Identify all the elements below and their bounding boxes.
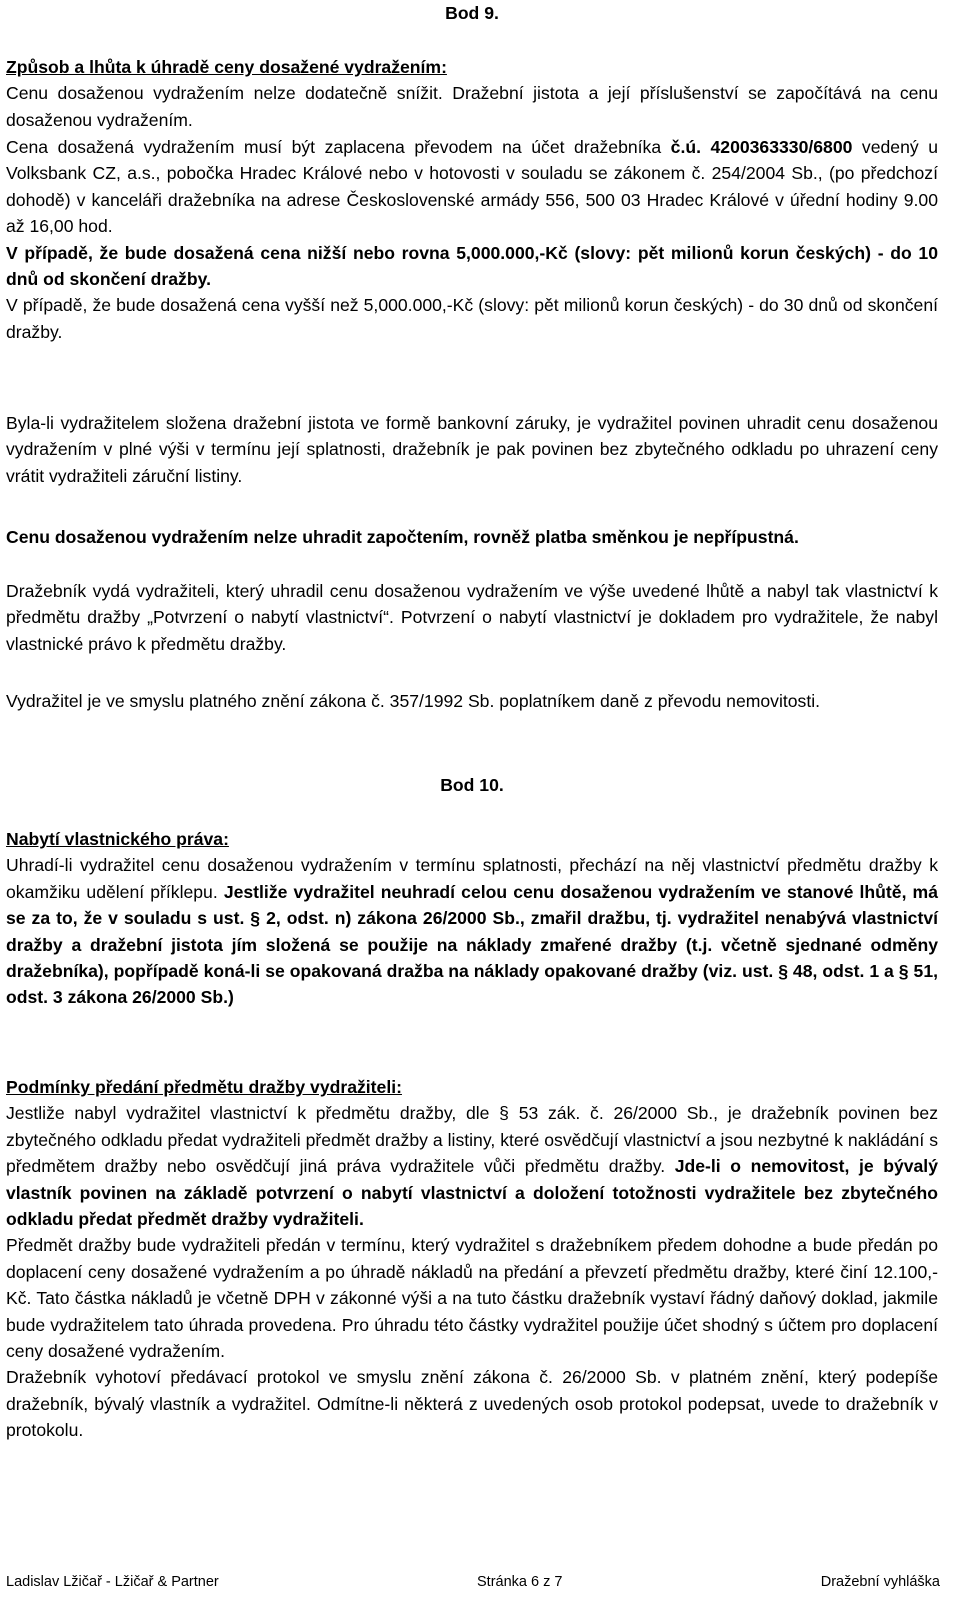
- footer-page-number: Stránka 6 z 7: [477, 1574, 563, 1590]
- bod9-heading: Bod 9.: [445, 3, 499, 23]
- account-paragraph: [6, 134, 938, 240]
- guarantee-text: Byla-li vydražitelem složena dražební jistota ve formě bankovní záruky, je vydražitel povinen uhradit cenu dosaženou vydražením v plné výši v termínu její splatnosti, dražebník je pak povinen bez zbytečného odkladu po uhrazení ceny vrátit vydražiteli záruční listiny.: [6, 413, 938, 486]
- handover-paragraph-1: [6, 1100, 938, 1232]
- bod9-paragraph-certificate: [6, 578, 938, 657]
- handover-paragraph-2: Předmět dražby bude vydražiteli předán v termínu, který vydražitel s dražebníkem předem dohodne a bude předán po doplacení ceny dosažené vydražením a po úhradě nákladů na předání a převzetí předmětu dražby, které činí 12.100,- Kč. Tato částka nákladů je včetně DPH v zákonné výši a na tuto částku dražebník vystaví řádný daňový doklad, jakmile bude vydražitelem tato úhrada provedena. Pro úhradu této částky vydražitel použije účet shodný s účtem pro doplacení ceny dosažené vydražením.: [6, 1235, 938, 1362]
- deadline-under-5m: V případě, že bude dosažená cena nižší nebo rovna 5,000.000,-Kč (slovy: pět milionů korun českých) - do 10 dnů od skončení dražby.: [6, 242, 938, 290]
- bod9-section-payment: [6, 54, 938, 133]
- payment-title: Způsob a lhůta k úhradě ceny dosažené vydražením:: [6, 57, 447, 77]
- bod10-section-handover: [6, 1074, 938, 1444]
- bod10-section-ownership: [6, 826, 938, 1011]
- payment-paragraph-1: Cenu dosaženou vydražením nelze dodatečně snížit. Dražební jistota a její příslušenství se započítává na cenu dosaženou vydražením.: [6, 83, 938, 130]
- bod9-paragraph-tax: [6, 688, 938, 714]
- handover-title: Podmínky předání předmětu dražby vydražiteli:: [6, 1077, 402, 1097]
- bod9-paragraph-offset: [6, 524, 938, 550]
- deadline-over-5m: V případě, že bude dosažená cena vyšší než 5,000.000,-Kč (slovy: pět milionů korun českých) - do 30 dnů od skončení dražby.: [6, 295, 938, 342]
- tax-text: Vydražitel je ve smyslu platného znění zákona č. 357/1992 Sb. poplatníkem daně z převodu nemovitosti.: [6, 691, 821, 711]
- account-text-a: Cena dosažená vydražením musí být zaplacena převodem na účet dražebníka: [6, 137, 671, 157]
- handover-text-b: Jde-li o nemovitost, je bývalý vlastník povinen na základě potvrzení o nabytí vlastnictví a doložení totožnosti vydražitele bez zbytečného odkladu předat předmět dražby vydražiteli.: [6, 1156, 938, 1230]
- page-footer: [6, 1574, 940, 1590]
- footer-doc-title: Dražební vyhláška: [820, 1574, 940, 1590]
- footer-author: Ladislav Lžičař - Lžičař & Partner: [6, 1574, 219, 1590]
- bod9-paragraph-account: [6, 134, 938, 345]
- account-number: č.ú. 4200363330/6800: [670, 137, 853, 157]
- handover-paragraph-3: Dražebník vyhotoví předávací protokol ve smyslu znění zákona č. 26/2000 Sb. v platném znění, který podepíše dražebník, bývalý vlastník a vydražitel. Odmítne-li některá z uvedených osob protokol podepsat, uvede to dražebník v protokolu.: [6, 1367, 938, 1441]
- bod10-heading: Bod 10.: [440, 775, 504, 795]
- certificate-text: Dražebník vydá vydražiteli, který uhradil cenu dosaženou vydražením ve výše uvedené lhůtě a nabyl tak vlastnictví k předmětu dražby „Potvrzení o nabytí vlastnictví“. Potvrzení o nabytí vlastnictví je dokladem pro vydražitele, že nabyl vlastnické právo k předmětu dražby.: [6, 581, 938, 654]
- ownership-text-a: Uhradí-li vydražitel cenu dosaženou vydražením v termínu splatnosti, přechází na něj vlastnictví předmětu dražby k okamžiku udělení příklepu.: [6, 855, 938, 902]
- ownership-text-b: Jestliže vydražitel neuhradí celou cenu dosaženou vydražením ve stanové lhůtě, má se za to, že v souladu s ust. § 2, odst. n) zákona 26/2000 Sb., zmařil dražbu, tj. vydražitel nenabývá vlastnictví dražby a dražební jistota jím složená se použije na náklady zmařené dražby (t.j. včetně sjednané odměny dražebníka), popřípadě koná-li se opakovaná dražba na náklady opakované dražby (viz. ust. § 48, odst. 1 a § 51, odst. 3 zákona 26/2000 Sb.): [6, 881, 938, 1008]
- account-text-c: vedený u Volksbank CZ, a.s., pobočka Hradec Králové nebo v hotovosti v souladu se zákonem č. 254/2004 Sb., (po předchozí dohodě) v kanceláři dražebníka na adrese Československé armády 556, 500 03 Hradec Králové v úřední hodiny 9.00 až 16,00 hod.: [6, 137, 938, 237]
- ownership-title: Nabytí vlastnického práva:: [6, 829, 229, 849]
- bod9-paragraph-guarantee: [6, 410, 938, 489]
- ownership-paragraph: [6, 852, 938, 1010]
- offset-text: Cenu dosaženou vydražením nelze uhradit započtením, rovněž platba směnkou je nepřípustná.: [6, 527, 799, 547]
- handover-text-a: Jestliže nabyl vydražitel vlastnictví k předmětu dražby, dle § 53 zák. č. 26/2000 Sb., je dražebník povinen bez zbytečného odkladu předat vydražiteli předmět dražby a listiny, které osvědčují vlastnictví a jsou nezbytné k nakládání s předmětem dražby nebo osvědčují jiná práva vydražitele vůči předmětu dražby.: [6, 1103, 938, 1177]
